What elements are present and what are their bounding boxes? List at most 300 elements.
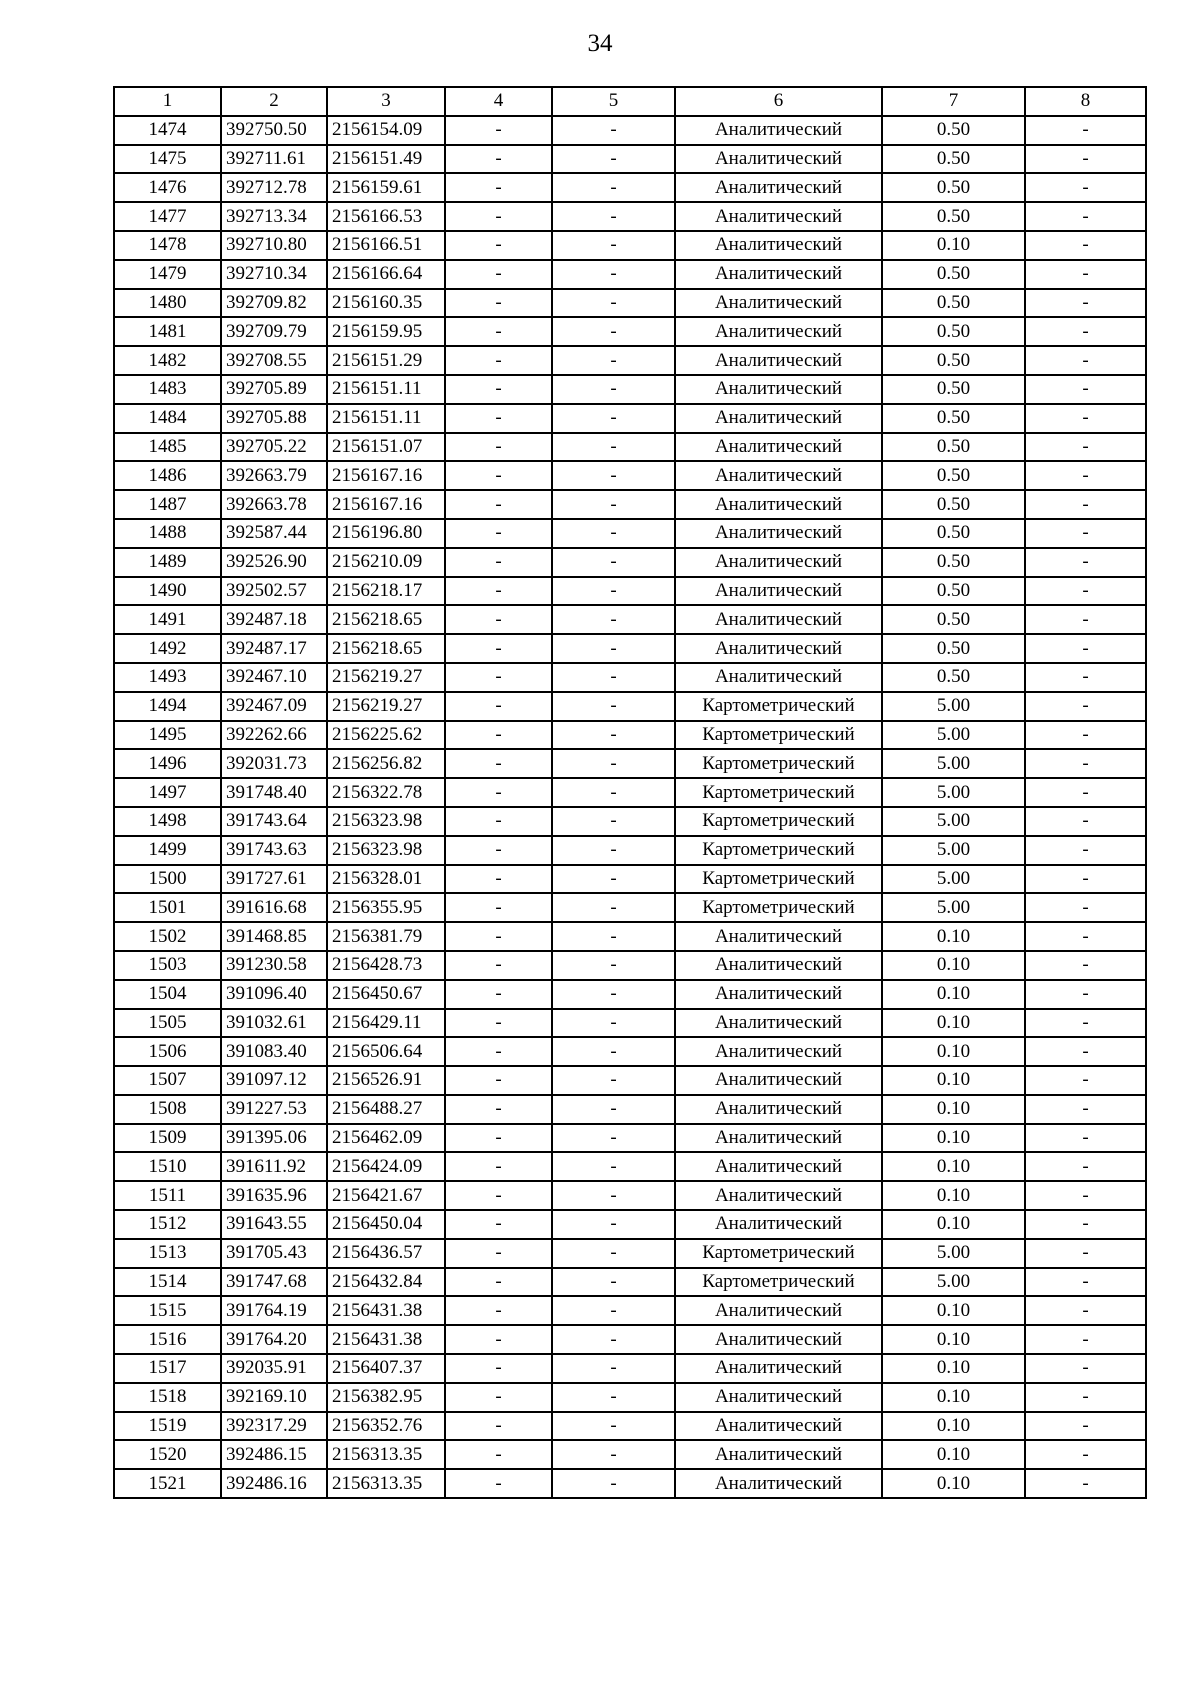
x-coordinate-cell: 391743.63 (221, 836, 327, 865)
x-coordinate-cell: 392467.09 (221, 692, 327, 721)
point-number-cell: 1490 (114, 577, 221, 606)
table-row (114, 404, 1146, 433)
accuracy-cell: 0.50 (882, 145, 1025, 174)
col5-cell: - (552, 1037, 675, 1066)
method-cell: Картометрический (675, 865, 882, 894)
col5-cell: - (552, 663, 675, 692)
method-cell: Аналитический (675, 519, 882, 548)
x-coordinate-cell: 391227.53 (221, 1095, 327, 1124)
point-number-cell: 1477 (114, 202, 221, 231)
accuracy-cell: 5.00 (882, 893, 1025, 922)
x-coordinate-cell: 391635.96 (221, 1181, 327, 1210)
point-number-cell: 1497 (114, 778, 221, 807)
x-coordinate-cell: 392710.34 (221, 260, 327, 289)
col5-cell: - (552, 605, 675, 634)
method-cell: Аналитический (675, 922, 882, 951)
method-cell: Аналитический (675, 1124, 882, 1153)
col4-cell: - (445, 749, 552, 778)
x-coordinate-cell: 392031.73 (221, 749, 327, 778)
table-row (114, 605, 1146, 634)
accuracy-cell: 5.00 (882, 1268, 1025, 1297)
table-row (114, 749, 1146, 778)
x-coordinate-cell: 392708.55 (221, 346, 327, 375)
method-cell: Картометрический (675, 893, 882, 922)
accuracy-cell: 5.00 (882, 865, 1025, 894)
accuracy-cell: 5.00 (882, 749, 1025, 778)
col5-cell: - (552, 1239, 675, 1268)
y-coordinate-cell: 2156407.37 (327, 1354, 445, 1383)
col4-cell: - (445, 836, 552, 865)
col4-cell: - (445, 404, 552, 433)
col4-cell: - (445, 231, 552, 260)
accuracy-cell: 0.50 (882, 260, 1025, 289)
method-cell: Аналитический (675, 173, 882, 202)
col5-cell: - (552, 346, 675, 375)
y-coordinate-cell: 2156151.07 (327, 433, 445, 462)
x-coordinate-cell: 392705.22 (221, 433, 327, 462)
col8-cell: - (1025, 1268, 1146, 1297)
point-number-cell: 1488 (114, 519, 221, 548)
point-number-cell: 1500 (114, 865, 221, 894)
point-number-cell: 1502 (114, 922, 221, 951)
col8-cell: - (1025, 519, 1146, 548)
col8-cell: - (1025, 749, 1146, 778)
point-number-cell: 1515 (114, 1296, 221, 1325)
method-cell: Аналитический (675, 490, 882, 519)
col8-cell: - (1025, 1354, 1146, 1383)
point-number-cell: 1479 (114, 260, 221, 289)
point-number-cell: 1517 (114, 1354, 221, 1383)
x-coordinate-cell: 392262.66 (221, 721, 327, 750)
accuracy-cell: 0.10 (882, 1383, 1025, 1412)
x-coordinate-cell: 391643.55 (221, 1210, 327, 1239)
x-coordinate-cell: 391705.43 (221, 1239, 327, 1268)
table-row (114, 202, 1146, 231)
method-cell: Аналитический (675, 634, 882, 663)
col8-cell: - (1025, 346, 1146, 375)
x-coordinate-cell: 392711.61 (221, 145, 327, 174)
method-cell: Аналитический (675, 1354, 882, 1383)
table-row (114, 1354, 1146, 1383)
col8-cell: - (1025, 404, 1146, 433)
col5-cell: - (552, 375, 675, 404)
table-row (114, 1412, 1146, 1441)
method-cell: Аналитический (675, 1296, 882, 1325)
y-coordinate-cell: 2156352.76 (327, 1412, 445, 1441)
table-row (114, 461, 1146, 490)
point-number-cell: 1487 (114, 490, 221, 519)
col8-cell: - (1025, 1325, 1146, 1354)
accuracy-cell: 0.10 (882, 1440, 1025, 1469)
method-cell: Аналитический (675, 289, 882, 318)
accuracy-cell: 0.50 (882, 634, 1025, 663)
x-coordinate-cell: 391395.06 (221, 1124, 327, 1153)
y-coordinate-cell: 2156450.04 (327, 1210, 445, 1239)
col5-cell: - (552, 1354, 675, 1383)
point-number-cell: 1504 (114, 980, 221, 1009)
col4-cell: - (445, 605, 552, 634)
method-cell: Аналитический (675, 1181, 882, 1210)
x-coordinate-cell: 391230.58 (221, 951, 327, 980)
col4-cell: - (445, 1469, 552, 1498)
col5-cell: - (552, 145, 675, 174)
accuracy-cell: 0.10 (882, 951, 1025, 980)
method-cell: Аналитический (675, 548, 882, 577)
accuracy-cell: 0.10 (882, 1181, 1025, 1210)
table-row (114, 260, 1146, 289)
y-coordinate-cell: 2156381.79 (327, 922, 445, 951)
y-coordinate-cell: 2156436.57 (327, 1239, 445, 1268)
col5-cell: - (552, 519, 675, 548)
coordinates-table (113, 86, 1147, 1499)
y-coordinate-cell: 2156159.61 (327, 173, 445, 202)
x-coordinate-cell: 391097.12 (221, 1066, 327, 1095)
table-row (114, 893, 1146, 922)
col4-cell: - (445, 145, 552, 174)
point-number-cell: 1499 (114, 836, 221, 865)
table-row (114, 692, 1146, 721)
col5-cell: - (552, 1152, 675, 1181)
table-row (114, 663, 1146, 692)
point-number-cell: 1510 (114, 1152, 221, 1181)
y-coordinate-cell: 2156225.62 (327, 721, 445, 750)
accuracy-cell: 0.50 (882, 519, 1025, 548)
accuracy-cell: 0.10 (882, 1066, 1025, 1095)
x-coordinate-cell: 392713.34 (221, 202, 327, 231)
accuracy-cell: 0.10 (882, 1296, 1025, 1325)
col5-cell: - (552, 577, 675, 606)
header-cell: 8 (1025, 87, 1146, 116)
y-coordinate-cell: 2156167.16 (327, 461, 445, 490)
col4-cell: - (445, 893, 552, 922)
accuracy-cell: 0.50 (882, 346, 1025, 375)
y-coordinate-cell: 2156219.27 (327, 692, 445, 721)
table-row (114, 375, 1146, 404)
x-coordinate-cell: 391096.40 (221, 980, 327, 1009)
col8-cell: - (1025, 980, 1146, 1009)
col4-cell: - (445, 490, 552, 519)
accuracy-cell: 5.00 (882, 692, 1025, 721)
col5-cell: - (552, 1268, 675, 1297)
table-row (114, 1066, 1146, 1095)
method-cell: Картометрический (675, 692, 882, 721)
method-cell: Аналитический (675, 663, 882, 692)
table-row (114, 1009, 1146, 1038)
method-cell: Аналитический (675, 433, 882, 462)
x-coordinate-cell: 392467.10 (221, 663, 327, 692)
method-cell: Аналитический (675, 404, 882, 433)
col8-cell: - (1025, 1066, 1146, 1095)
table-row (114, 836, 1146, 865)
method-cell: Аналитический (675, 202, 882, 231)
point-number-cell: 1509 (114, 1124, 221, 1153)
method-cell: Аналитический (675, 317, 882, 346)
col8-cell: - (1025, 1124, 1146, 1153)
x-coordinate-cell: 392526.90 (221, 548, 327, 577)
col8-cell: - (1025, 893, 1146, 922)
col5-cell: - (552, 202, 675, 231)
col5-cell: - (552, 1440, 675, 1469)
method-cell: Аналитический (675, 1095, 882, 1124)
x-coordinate-cell: 391764.19 (221, 1296, 327, 1325)
point-number-cell: 1506 (114, 1037, 221, 1066)
accuracy-cell: 0.50 (882, 317, 1025, 346)
point-number-cell: 1505 (114, 1009, 221, 1038)
col4-cell: - (445, 1383, 552, 1412)
col5-cell: - (552, 778, 675, 807)
col8-cell: - (1025, 173, 1146, 202)
col4-cell: - (445, 1152, 552, 1181)
point-number-cell: 1508 (114, 1095, 221, 1124)
x-coordinate-cell: 391611.92 (221, 1152, 327, 1181)
method-cell: Аналитический (675, 116, 882, 145)
y-coordinate-cell: 2156219.27 (327, 663, 445, 692)
method-cell: Аналитический (675, 577, 882, 606)
table-row (114, 1469, 1146, 1498)
table-row (114, 1152, 1146, 1181)
y-coordinate-cell: 2156450.67 (327, 980, 445, 1009)
col4-cell: - (445, 1440, 552, 1469)
col4-cell: - (445, 173, 552, 202)
y-coordinate-cell: 2156313.35 (327, 1469, 445, 1498)
x-coordinate-cell: 392317.29 (221, 1412, 327, 1441)
col4-cell: - (445, 289, 552, 318)
col4-cell: - (445, 548, 552, 577)
accuracy-cell: 0.50 (882, 289, 1025, 318)
accuracy-cell: 0.10 (882, 1152, 1025, 1181)
col4-cell: - (445, 663, 552, 692)
y-coordinate-cell: 2156166.51 (327, 231, 445, 260)
col8-cell: - (1025, 922, 1146, 951)
accuracy-cell: 5.00 (882, 721, 1025, 750)
method-cell: Аналитический (675, 605, 882, 634)
point-number-cell: 1512 (114, 1210, 221, 1239)
x-coordinate-cell: 391616.68 (221, 893, 327, 922)
method-cell: Аналитический (675, 461, 882, 490)
col4-cell: - (445, 202, 552, 231)
col8-cell: - (1025, 951, 1146, 980)
point-number-cell: 1498 (114, 807, 221, 836)
col5-cell: - (552, 231, 675, 260)
col4-cell: - (445, 1325, 552, 1354)
table-row (114, 490, 1146, 519)
x-coordinate-cell: 392712.78 (221, 173, 327, 202)
table-row (114, 980, 1146, 1009)
col8-cell: - (1025, 807, 1146, 836)
y-coordinate-cell: 2156196.80 (327, 519, 445, 548)
col4-cell: - (445, 1412, 552, 1441)
col5-cell: - (552, 317, 675, 346)
col5-cell: - (552, 116, 675, 145)
accuracy-cell: 5.00 (882, 807, 1025, 836)
method-cell: Аналитический (675, 1440, 882, 1469)
col4-cell: - (445, 317, 552, 346)
col5-cell: - (552, 490, 675, 519)
table-row (114, 116, 1146, 145)
y-coordinate-cell: 2156159.95 (327, 317, 445, 346)
page-number: 34 (587, 30, 613, 57)
x-coordinate-cell: 392663.79 (221, 461, 327, 490)
point-number-cell: 1483 (114, 375, 221, 404)
table-row (114, 1383, 1146, 1412)
table-row (114, 721, 1146, 750)
accuracy-cell: 0.50 (882, 116, 1025, 145)
col4-cell: - (445, 922, 552, 951)
y-coordinate-cell: 2156166.53 (327, 202, 445, 231)
col8-cell: - (1025, 1037, 1146, 1066)
col4-cell: - (445, 1181, 552, 1210)
x-coordinate-cell: 392663.78 (221, 490, 327, 519)
method-cell: Аналитический (675, 1152, 882, 1181)
table-row (114, 173, 1146, 202)
y-coordinate-cell: 2156151.11 (327, 375, 445, 404)
method-cell: Аналитический (675, 145, 882, 174)
table-row (114, 807, 1146, 836)
col5-cell: - (552, 173, 675, 202)
y-coordinate-cell: 2156421.67 (327, 1181, 445, 1210)
col8-cell: - (1025, 1009, 1146, 1038)
point-number-cell: 1507 (114, 1066, 221, 1095)
table-row (114, 634, 1146, 663)
col5-cell: - (552, 1383, 675, 1412)
point-number-cell: 1489 (114, 548, 221, 577)
col5-cell: - (552, 692, 675, 721)
col8-cell: - (1025, 692, 1146, 721)
col5-cell: - (552, 749, 675, 778)
col8-cell: - (1025, 1469, 1146, 1498)
col5-cell: - (552, 807, 675, 836)
x-coordinate-cell: 392709.82 (221, 289, 327, 318)
y-coordinate-cell: 2156488.27 (327, 1095, 445, 1124)
x-coordinate-cell: 391468.85 (221, 922, 327, 951)
table-row (114, 145, 1146, 174)
x-coordinate-cell: 392709.79 (221, 317, 327, 346)
y-coordinate-cell: 2156218.65 (327, 605, 445, 634)
table-row (114, 1037, 1146, 1066)
col8-cell: - (1025, 461, 1146, 490)
header-cell: 6 (675, 87, 882, 116)
col8-cell: - (1025, 433, 1146, 462)
x-coordinate-cell: 392035.91 (221, 1354, 327, 1383)
method-cell: Картометрический (675, 1268, 882, 1297)
col8-cell: - (1025, 778, 1146, 807)
accuracy-cell: 0.50 (882, 490, 1025, 519)
col5-cell: - (552, 1210, 675, 1239)
col8-cell: - (1025, 116, 1146, 145)
method-cell: Картометрический (675, 807, 882, 836)
point-number-cell: 1495 (114, 721, 221, 750)
col4-cell: - (445, 375, 552, 404)
col5-cell: - (552, 433, 675, 462)
x-coordinate-cell: 392587.44 (221, 519, 327, 548)
col4-cell: - (445, 260, 552, 289)
y-coordinate-cell: 2156462.09 (327, 1124, 445, 1153)
point-number-cell: 1486 (114, 461, 221, 490)
method-cell: Картометрический (675, 836, 882, 865)
method-cell: Аналитический (675, 231, 882, 260)
table-row (114, 1124, 1146, 1153)
method-cell: Картометрический (675, 778, 882, 807)
table-row (114, 922, 1146, 951)
col5-cell: - (552, 1095, 675, 1124)
point-number-cell: 1481 (114, 317, 221, 346)
col8-cell: - (1025, 1440, 1146, 1469)
col4-cell: - (445, 1066, 552, 1095)
y-coordinate-cell: 2156313.35 (327, 1440, 445, 1469)
method-cell: Аналитический (675, 1383, 882, 1412)
col8-cell: - (1025, 1181, 1146, 1210)
y-coordinate-cell: 2156526.91 (327, 1066, 445, 1095)
col5-cell: - (552, 951, 675, 980)
point-number-cell: 1520 (114, 1440, 221, 1469)
point-number-cell: 1493 (114, 663, 221, 692)
col5-cell: - (552, 289, 675, 318)
y-coordinate-cell: 2156431.38 (327, 1296, 445, 1325)
header-cell: 5 (552, 87, 675, 116)
col4-cell: - (445, 1296, 552, 1325)
y-coordinate-cell: 2156432.84 (327, 1268, 445, 1297)
col8-cell: - (1025, 490, 1146, 519)
point-number-cell: 1494 (114, 692, 221, 721)
col5-cell: - (552, 1412, 675, 1441)
col5-cell: - (552, 865, 675, 894)
accuracy-cell: 5.00 (882, 836, 1025, 865)
x-coordinate-cell: 391727.61 (221, 865, 327, 894)
col8-cell: - (1025, 865, 1146, 894)
col5-cell: - (552, 634, 675, 663)
point-number-cell: 1521 (114, 1469, 221, 1498)
point-number-cell: 1519 (114, 1412, 221, 1441)
col5-cell: - (552, 1066, 675, 1095)
col5-cell: - (552, 922, 675, 951)
col4-cell: - (445, 1124, 552, 1153)
accuracy-cell: 0.50 (882, 173, 1025, 202)
x-coordinate-cell: 392710.80 (221, 231, 327, 260)
col8-cell: - (1025, 721, 1146, 750)
y-coordinate-cell: 2156151.29 (327, 346, 445, 375)
col8-cell: - (1025, 317, 1146, 346)
method-cell: Аналитический (675, 1412, 882, 1441)
point-number-cell: 1480 (114, 289, 221, 318)
method-cell: Аналитический (675, 1066, 882, 1095)
point-number-cell: 1474 (114, 116, 221, 145)
col5-cell: - (552, 1181, 675, 1210)
point-number-cell: 1476 (114, 173, 221, 202)
col5-cell: - (552, 836, 675, 865)
col8-cell: - (1025, 375, 1146, 404)
table-row (114, 1440, 1146, 1469)
col5-cell: - (552, 1325, 675, 1354)
x-coordinate-cell: 392486.16 (221, 1469, 327, 1498)
header-cell: 7 (882, 87, 1025, 116)
y-coordinate-cell: 2156328.01 (327, 865, 445, 894)
col8-cell: - (1025, 634, 1146, 663)
col4-cell: - (445, 577, 552, 606)
point-number-cell: 1518 (114, 1383, 221, 1412)
table-row (114, 548, 1146, 577)
x-coordinate-cell: 392502.57 (221, 577, 327, 606)
accuracy-cell: 0.50 (882, 605, 1025, 634)
col4-cell: - (445, 1354, 552, 1383)
table-row (114, 577, 1146, 606)
accuracy-cell: 0.10 (882, 231, 1025, 260)
table-row (114, 951, 1146, 980)
x-coordinate-cell: 391743.64 (221, 807, 327, 836)
point-number-cell: 1514 (114, 1268, 221, 1297)
col5-cell: - (552, 1124, 675, 1153)
col8-cell: - (1025, 1239, 1146, 1268)
point-number-cell: 1492 (114, 634, 221, 663)
